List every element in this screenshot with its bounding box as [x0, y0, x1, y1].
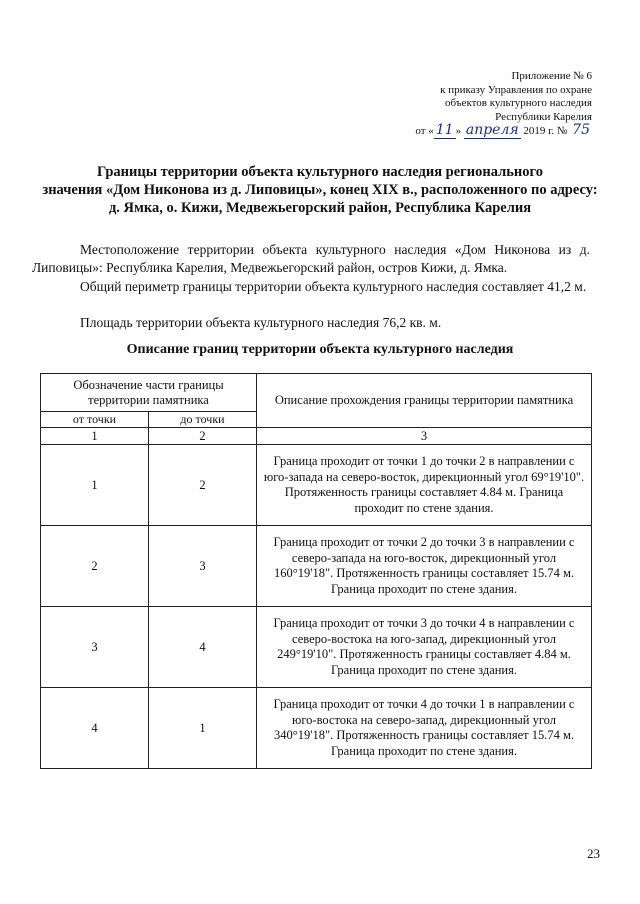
column-number: 1 — [41, 428, 149, 445]
cell-from: 3 — [41, 607, 149, 688]
column-number: 3 — [257, 428, 592, 445]
appendix-header — [362, 70, 592, 139]
boundary-table — [40, 373, 592, 769]
cell-from: 4 — [41, 688, 149, 769]
cell-desc: Граница проходит от точки 4 до точки 1 в направлении с юго-востока на северо-запад, дирекционный угол 340°19'18". Протяженность границы составляет 15.74 м. Граница проходит по стене здания. — [257, 688, 592, 769]
table-row — [41, 526, 592, 607]
column-number: 2 — [149, 428, 257, 445]
location-paragraph: Местоположение территории объекта культурного наследия «Дом Никонова из д. Липовицы»: Республика Карелия, Медвежьегорский район, остров Кижи, д. Ямка. — [32, 242, 590, 275]
cell-from: 2 — [41, 526, 149, 607]
cell-to: 2 — [149, 445, 257, 526]
order-month: апреля — [465, 122, 519, 138]
cell-desc: Граница проходит от точки 3 до точки 4 в направлении с северо-востока на юго-запад, дирекционный угол 249°19'10". Протяженность границы составляет 4.84 м. Граница проходит по стене здания. — [257, 607, 592, 688]
title-line: д. Ямка, о. Кижи, Медвежьегорский район, Республика Карелия — [108, 200, 532, 216]
cell-to: 4 — [149, 607, 257, 688]
appendix-line: Приложение № 6 — [511, 70, 592, 82]
title-line: Границы территории объекта культурного наследия регионального — [97, 164, 543, 180]
table-number-row — [41, 428, 592, 445]
appendix-line: Республики Карелия — [495, 110, 592, 123]
perimeter-paragraph: Общий периметр границы территории объекта культурного наследия составляет 41,2 м. — [80, 279, 587, 294]
cell-to: 1 — [149, 688, 257, 769]
table-subtitle: Описание границ территории объекта культурного наследия — [126, 342, 514, 357]
cell-from: 1 — [41, 445, 149, 526]
cell-to: 3 — [149, 526, 257, 607]
header-desc: Описание прохождения границы территории памятника — [257, 374, 592, 428]
appendix-line: объектов культурного наследия — [445, 97, 592, 109]
header-to: до точки — [149, 412, 257, 428]
document-title — [40, 163, 600, 217]
appendix-line: к приказу Управления по охране — [440, 83, 592, 96]
cell-desc: Граница проходит от точки 1 до точки 2 в направлении с юго-запада на северо-восток, дирекционный угол 69°19'10". Протяженность границы составляет 4.84 м. Граница проходит по стене здания. — [257, 445, 592, 526]
table-row — [41, 607, 592, 688]
order-prefix: от « — [415, 125, 434, 137]
order-line — [362, 124, 592, 139]
table-row — [41, 445, 592, 526]
order-mid: » — [455, 125, 462, 137]
table-header-row — [41, 374, 592, 412]
order-number: 75 — [572, 122, 590, 138]
table-row — [41, 688, 592, 769]
area-paragraph: Площадь территории объекта культурного наследия 76,2 кв. м. — [80, 315, 442, 330]
header-from: от точки — [41, 412, 149, 428]
header-part: Обозначение части границы территории памятника — [41, 374, 257, 412]
order-year: 2019 г. № — [523, 125, 568, 137]
title-line: значения «Дом Никонова из д. Липовицы», конец XIX в., расположенного по адресу: — [42, 182, 598, 198]
cell-desc: Граница проходит от точки 2 до точки 3 в направлении с северо-запада на юго-восток, дирекционный угол 160°19'18". Протяженность границы составляет 15.74 м. Граница проходит по стене здания. — [257, 526, 592, 607]
page-number: 23 — [587, 846, 600, 861]
order-day: 11 — [435, 122, 454, 138]
